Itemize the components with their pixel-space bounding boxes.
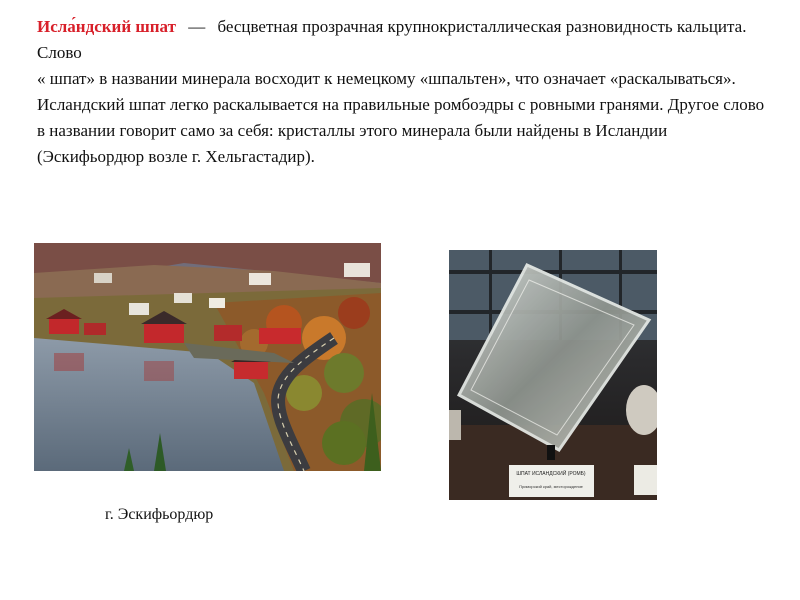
iceland-spar-crystal-photo	[449, 250, 657, 500]
term-title: Исла́ндский шпат	[37, 17, 176, 36]
eskifjordur-town-photo	[34, 243, 381, 471]
main-paragraph	[37, 14, 767, 170]
paragraph-part1: бесцветная прозрачная крупнокристаллическая разновидность кальцита. Слово	[37, 17, 747, 62]
paragraph-part2: « шпат» в названии минерала восходит к немецкому «шпальтен», что означает «раскалываться». Исландский шпат легко раскалывается на правильные ромбоэдры с ровными гранями. Другое слово в названии говорит само за себя: кристаллы этого минерала были найдены в Исландии (Эскифьордюр возле г. Хельгастадир).	[37, 69, 765, 166]
crystal-label-small: Приморский край, месторождение	[519, 484, 583, 489]
dash: —	[188, 17, 206, 36]
photo-caption: г. Эскифьордюр	[105, 506, 214, 523]
crystal-label-main: ШПАТ ИСЛАНДСКИЙ (РОМБ)	[516, 471, 586, 477]
